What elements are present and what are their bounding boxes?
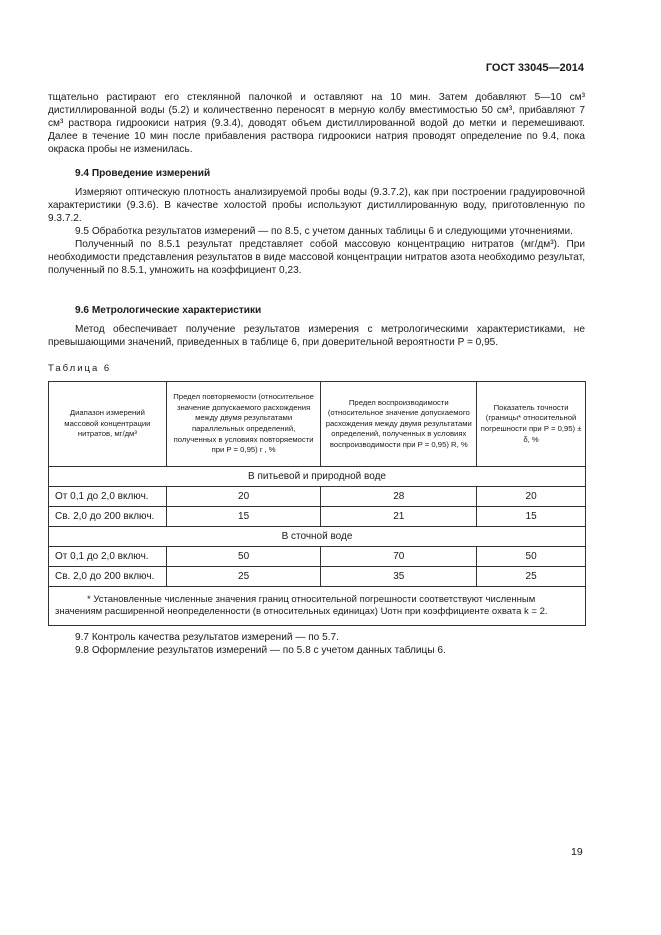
intro-paragraph: тщательно растирают его стеклянной палочкой и оставляют на 10 мин. Затем добавляют 5—10 см³ дистиллированной воды (5.2) и количественно переносят в мерную колбу вместимостью 50 см³, прибавляют 7 см³ раствора гидроокиси натрия (9.3.4), доводят объем дистиллированной водой до метки и перемешивают. Далее в течение 10 мин после прибавления раствора гидроокиси натрия проводят определение по 9.4, пока окраска пробы не изменилась.: [48, 92, 585, 155]
cell-R: 21: [321, 507, 477, 527]
group-title-waste-water: В сточной воде: [49, 527, 586, 547]
page-number: 19: [571, 846, 583, 858]
intro-text: [48, 91, 585, 156]
header-range: Диапазон измерений массовой концентрации нитратов, мг/дм³: [49, 382, 167, 467]
cell-delta: 20: [477, 487, 586, 507]
cell-r: 25: [166, 567, 321, 587]
section-9-4-title: 9.4 Проведение измерений: [75, 168, 211, 179]
cell-delta: 25: [477, 567, 586, 587]
section-9-4-text: [48, 186, 585, 277]
paragraph-9-6: Метод обеспечивает получение результатов измерения с метрологическими характеристиками, не превышающими значений, приведенных в таблице 6, при доверительной вероятности P = 0,95.: [48, 324, 585, 348]
metrology-table: [48, 381, 586, 626]
cell-range: Св. 2,0 до 200 включ.: [49, 507, 167, 527]
section-9-6-title: 9.6 Метрологические характеристики: [75, 305, 262, 316]
group-row: [49, 527, 586, 547]
cell-r: 50: [166, 547, 321, 567]
note-row: [49, 587, 586, 626]
standard-number: ГОСТ 33045—2014: [485, 62, 584, 74]
paragraph-9-5-detail: Полученный по 8.5.1 результат представляет собой массовую концентрацию нитратов (мг/дм³). При необходимости представления результатов в виде массовой концентрации нитратов азота необходимо результат, полученный по 8.5.1, умножить на коэффициент 0,23.: [48, 239, 585, 276]
cell-range: От 0,1 до 2,0 включ.: [49, 547, 167, 567]
cell-R: 35: [321, 567, 477, 587]
cell-r: 15: [166, 507, 321, 527]
cell-R: 70: [321, 547, 477, 567]
cell-range: От 0,1 до 2,0 включ.: [49, 487, 167, 507]
group-title-drinking-water: В питьевой и природной воде: [49, 467, 586, 487]
table-row: [49, 567, 586, 587]
paragraph-9-5: 9.5 Обработка результатов измерений — по 8.5, с учетом данных таблицы 6 и следующими уточнениями.: [75, 226, 573, 237]
group-row: [49, 467, 586, 487]
cell-r: 20: [166, 487, 321, 507]
table-note: [49, 587, 586, 626]
cell-range: Св. 2,0 до 200 включ.: [49, 567, 167, 587]
paragraph-9-7: 9.7 Контроль качества результатов измерений — по 5.7.: [75, 632, 339, 643]
table-note-text: * Установленные численные значения границ относительной погрешности соответствуют численным значениям расширенной неопределенности (в относительных единицах) Uотн при коэффициенте охвата k = 2.: [55, 594, 548, 617]
table-row: [49, 487, 586, 507]
table-row: [49, 547, 586, 567]
cell-delta: 15: [477, 507, 586, 527]
header-reproducibility: Предел воспроизводимости (относительное значение допускаемого расхождения между двумя результатами определений, полученных в условиях воспроизводимости при P = 0,95) R, %: [321, 382, 477, 467]
section-9-6-text: [48, 323, 585, 349]
paragraph-9-4: Измеряют оптическую плотность анализируемой пробы воды (9.3.7.2), как при построении градуировочной характеристики (9.3.6). В качестве холостой пробы используют дистиллированную воду, приготовленную по 9.3.7.2.: [48, 187, 585, 224]
cell-R: 28: [321, 487, 477, 507]
table-caption: Таблица 6: [48, 363, 112, 374]
paragraph-9-8: 9.8 Оформление результатов измерений — по 5.8 с учетом данных таблицы 6.: [75, 645, 446, 656]
cell-delta: 50: [477, 547, 586, 567]
header-accuracy: Показатель точности (границы* относительной погрешности при P = 0,95) ± δ, %: [477, 382, 586, 467]
header-repeatability: Предел повторяемости (относительное значение допускаемого расхождения между двумя результатами параллельных определений, полученных в условиях повторяемости при P = 0,95) r , %: [166, 382, 321, 467]
table-row: [49, 507, 586, 527]
table-header-row: [49, 382, 586, 467]
